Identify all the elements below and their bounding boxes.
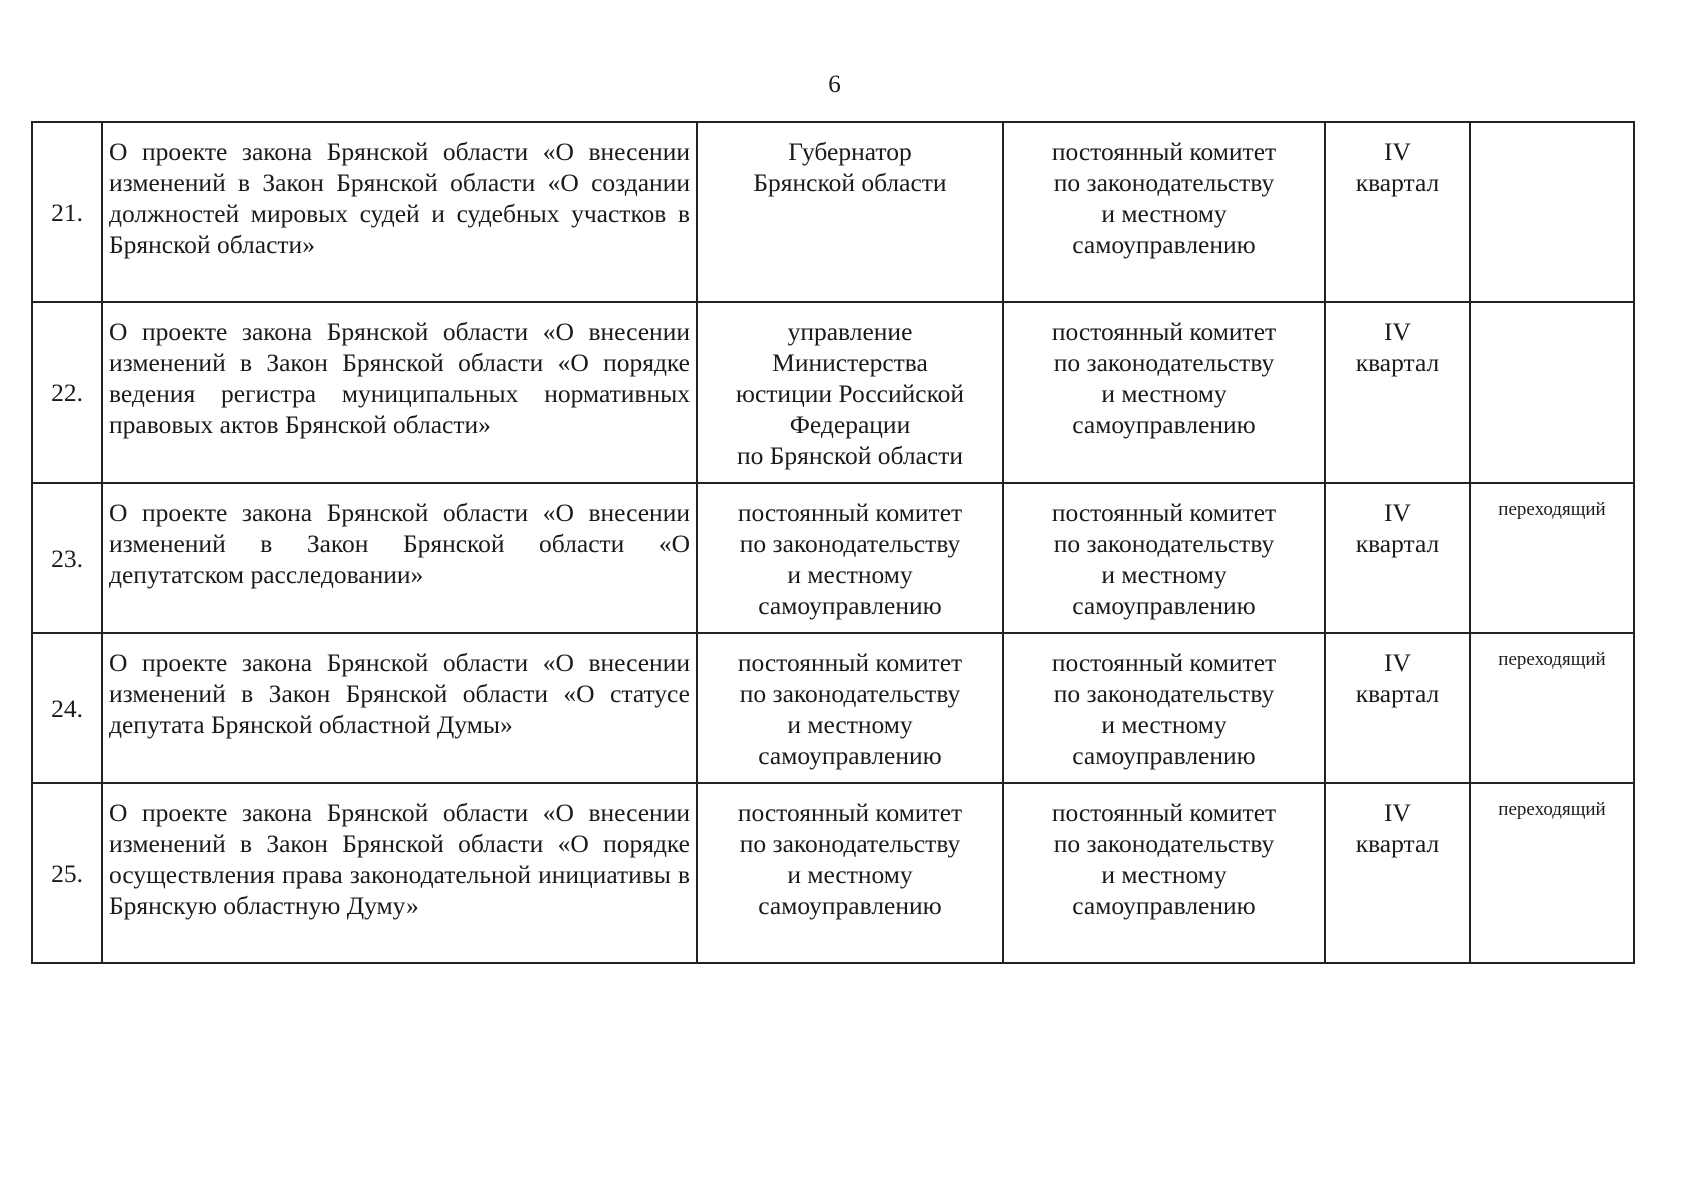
committee-line: и местному <box>1101 560 1227 589</box>
initiator-cell <box>697 302 1003 483</box>
committee-line: и местному <box>1101 379 1227 408</box>
period-label: квартал <box>1355 829 1440 858</box>
initiator-cell <box>697 483 1003 633</box>
row-number: 24. <box>32 633 102 783</box>
committee-line: постоянный комитет <box>1051 498 1277 527</box>
period-label: квартал <box>1355 168 1440 197</box>
committee-cell <box>1003 302 1325 483</box>
page-number: 6 <box>828 71 841 98</box>
committee-line: по законодательству <box>1053 679 1275 708</box>
period-cell <box>1325 783 1470 963</box>
row-number: 21. <box>32 122 102 302</box>
committee-line: самоуправлению <box>1072 891 1256 920</box>
row-number: 22. <box>32 302 102 483</box>
period-quarter: IV <box>1384 648 1411 677</box>
committee-line: самоуправлению <box>1072 410 1256 439</box>
initiator-line: и местному <box>787 560 913 589</box>
initiator-line: по Брянской области <box>737 441 963 470</box>
initiator-line: и местному <box>787 860 913 889</box>
initiator-cell <box>697 783 1003 963</box>
committee-line: и местному <box>1101 710 1227 739</box>
initiator-cell <box>697 633 1003 783</box>
period-label: квартал <box>1355 529 1440 558</box>
committee-line: по законодательству <box>1053 168 1275 197</box>
committee-line: постоянный комитет <box>1051 798 1277 827</box>
initiator-line: постоянный комитет <box>737 798 963 827</box>
initiator-line: самоуправлению <box>758 891 942 920</box>
initiator-line: по законодательству <box>739 529 961 558</box>
period-cell <box>1325 122 1470 302</box>
legislative-plan-table <box>31 121 1635 964</box>
period-cell <box>1325 483 1470 633</box>
initiator-line: юстиции Российской <box>735 379 965 408</box>
note-cell <box>1470 122 1634 302</box>
period-quarter: IV <box>1384 798 1411 827</box>
committee-cell <box>1003 483 1325 633</box>
table-row <box>32 122 1634 302</box>
initiator-line: самоуправлению <box>758 591 942 620</box>
period-quarter: IV <box>1384 498 1411 527</box>
initiator-line: и местному <box>787 710 913 739</box>
committee-cell <box>1003 633 1325 783</box>
initiator-line: Губернатор <box>788 137 912 166</box>
committee-line: по законодательству <box>1053 348 1275 377</box>
period-quarter: IV <box>1384 317 1411 346</box>
note-cell <box>1470 302 1634 483</box>
committee-line: по законодательству <box>1053 529 1275 558</box>
bill-title: О проекте закона Брянской области «О внесении изменений в Закон Брянской области «О создании должностей мировых судей и судебных участков в Брянской области» <box>102 122 697 302</box>
row-number: 25. <box>32 783 102 963</box>
table-row <box>32 483 1634 633</box>
bill-title: О проекте закона Брянской области «О внесении изменений в Закон Брянской области «О порядке осуществления права законодательной инициативы в Брянскую областную Думу» <box>102 783 697 963</box>
committee-line: постоянный комитет <box>1051 137 1277 166</box>
initiator-line: управление <box>787 317 913 346</box>
committee-line: и местному <box>1101 199 1227 228</box>
committee-line: постоянный комитет <box>1051 648 1277 677</box>
note-cell: переходящий <box>1470 783 1634 963</box>
period-cell <box>1325 633 1470 783</box>
period-label: квартал <box>1355 348 1440 377</box>
table-row <box>32 302 1634 483</box>
note-cell: переходящий <box>1470 633 1634 783</box>
committee-line: самоуправлению <box>1072 591 1256 620</box>
committee-line: постоянный комитет <box>1051 317 1277 346</box>
committee-line: по законодательству <box>1053 829 1275 858</box>
period-cell <box>1325 302 1470 483</box>
bill-title: О проекте закона Брянской области «О внесении изменений в Закон Брянской области «О порядке ведения регистра муниципальных нормативных правовых актов Брянской области» <box>102 302 697 483</box>
committee-line: самоуправлению <box>1072 230 1256 259</box>
table-row <box>32 633 1634 783</box>
initiator-line: самоуправлению <box>758 741 942 770</box>
initiator-line: постоянный комитет <box>737 648 963 677</box>
row-number: 23. <box>32 483 102 633</box>
initiator-line: Министерства <box>772 348 928 377</box>
initiator-line: постоянный комитет <box>737 498 963 527</box>
note-cell: переходящий <box>1470 483 1634 633</box>
bill-title: О проекте закона Брянской области «О внесении изменений в Закон Брянской области «О депутатском расследовании» <box>102 483 697 633</box>
table-row <box>32 783 1634 963</box>
initiator-line: Федерации <box>789 410 911 439</box>
period-label: квартал <box>1355 679 1440 708</box>
initiator-line: Брянской области <box>753 168 947 197</box>
committee-cell <box>1003 783 1325 963</box>
committee-line: самоуправлению <box>1072 741 1256 770</box>
initiator-line: по законодательству <box>739 829 961 858</box>
bill-title: О проекте закона Брянской области «О внесении изменений в Закон Брянской области «О статусе депутата Брянской областной Думы» <box>102 633 697 783</box>
committee-line: и местному <box>1101 860 1227 889</box>
initiator-line: по законодательству <box>739 679 961 708</box>
initiator-cell <box>697 122 1003 302</box>
period-quarter: IV <box>1384 137 1411 166</box>
committee-cell <box>1003 122 1325 302</box>
